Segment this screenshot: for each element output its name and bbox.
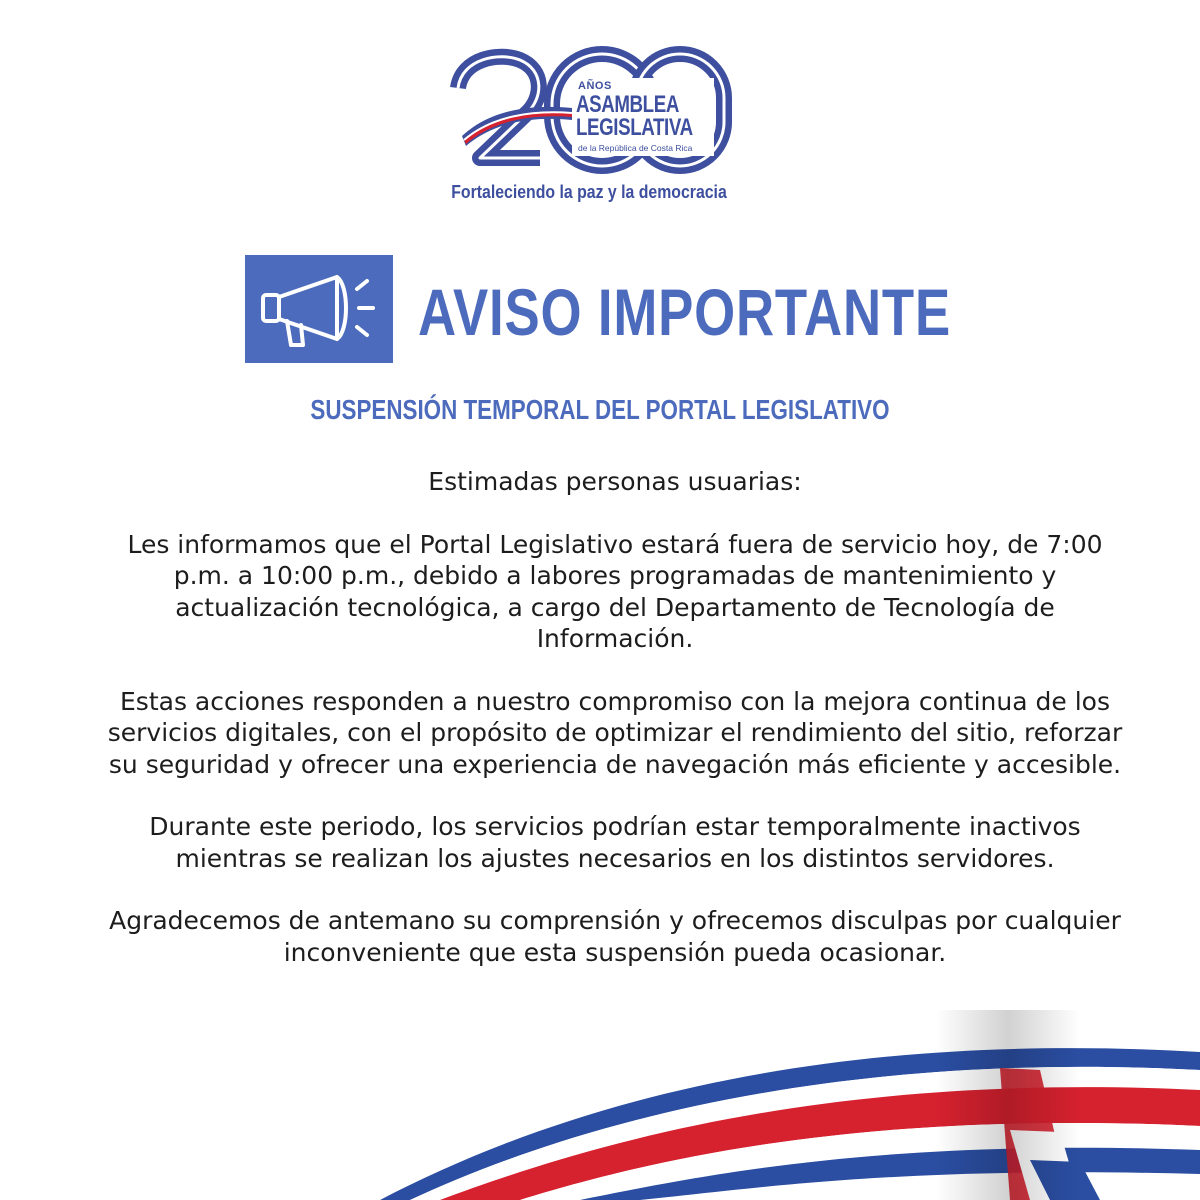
logo-line-asamblea: ASAMBLEA (576, 91, 679, 118)
megaphone-badge (245, 255, 393, 363)
greeting: Estimadas personas usuarias: (428, 467, 802, 496)
notice-subtitle: SUSPENSIÓN TEMPORAL DEL PORTAL LEGISLATIVO (310, 394, 890, 425)
logo-subline: de la República de Costa Rica (578, 143, 693, 153)
logo-years-label: AÑOS (578, 80, 612, 92)
notice-title: AVISO IMPORTANTE (418, 275, 951, 349)
notice-subtitle-wrap (0, 394, 1200, 426)
paragraph-apology: Agradecemos de antemano su comprensión y ofrecemos disculpas por cualquier inconveniente que esta suspensión pueda ocasionar. (109, 906, 1121, 967)
paragraph-impact: Durante este periodo, los servicios podrían estar temporalmente inactivos mientras se realizan los ajustes necesarios en los distintos servidores. (149, 812, 1081, 873)
logo-line-legislativa: LEGISLATIVA (576, 114, 693, 141)
notice-body (100, 466, 1130, 999)
paragraph-commitment: Estas acciones responden a nuestro compromiso con la mejora continua de los servicios digitales, con el propósito de optimizar el rendimiento del sitio, reforzar su seguridad y ofrecer una experiencia de navegación más eficiente y accesible. (107, 686, 1123, 779)
flag-ribbon-graphic (0, 1010, 1200, 1200)
paragraph-schedule: Les informamos que el Portal Legislativo estará fuera de servicio hoy, de 7:00 p.m. a 10:00 p.m., debido a labores programadas de mantenimiento y actualización tecnológica, a cargo del Departamento de Tecnología de Información. (127, 529, 1103, 653)
anniversary-logo (440, 40, 740, 220)
logo-tagline: Fortaleciendo la paz y la democracia (451, 182, 727, 202)
megaphone-icon (245, 255, 393, 363)
costa-rica-flag-ribbon (0, 1010, 1200, 1200)
